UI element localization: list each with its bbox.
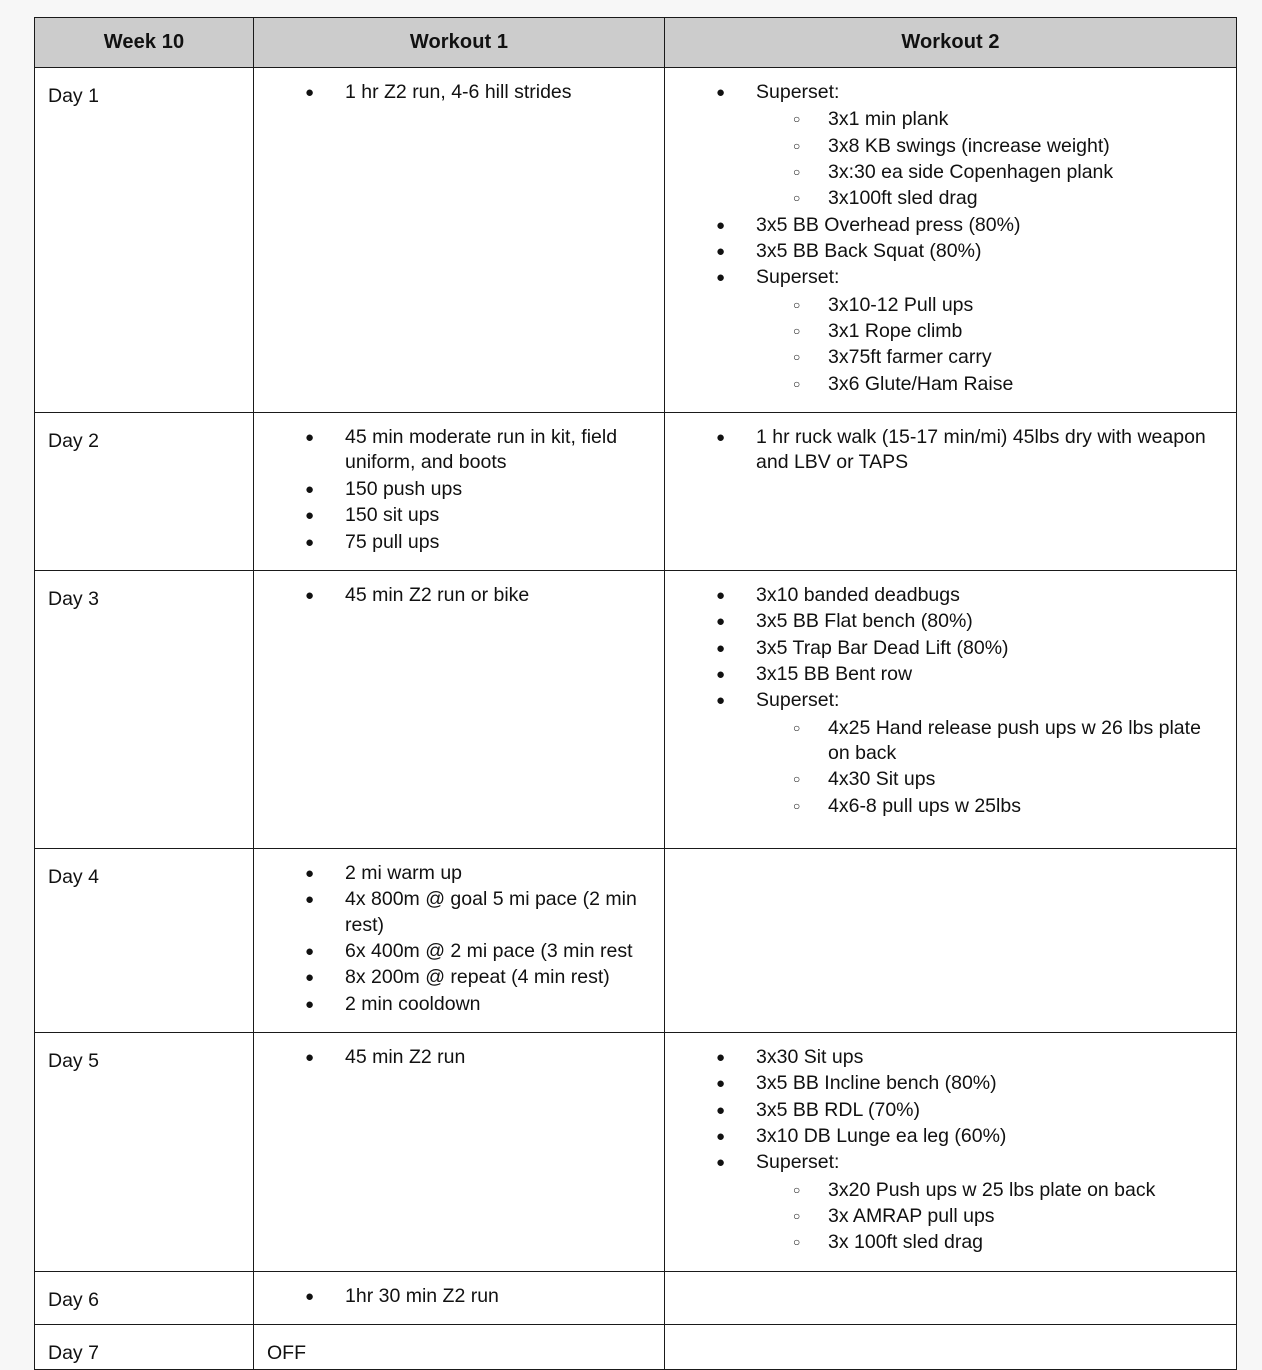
- workout-1-cell: [254, 848, 665, 1032]
- superset-text: 3x:30 ea side Copenhagen plank: [828, 161, 1114, 184]
- workout-1-content: [254, 849, 664, 1032]
- superset-text: 3x 100ft sled drag: [828, 1231, 984, 1254]
- workout-2-cell: [665, 570, 1237, 848]
- workout-1-cell: [254, 1032, 665, 1271]
- exercise-item: [679, 239, 1222, 264]
- workout-1-cell: [254, 570, 665, 848]
- exercise-text: 75 pull ups: [345, 530, 440, 553]
- bullet-hollow-icon: ○: [793, 324, 801, 339]
- exercise-text: 3x5 BB Overhead press (80%): [756, 213, 1021, 236]
- exercise-text: Superset:: [756, 266, 840, 289]
- day-cell: [35, 1271, 254, 1324]
- exercise-item: [679, 1150, 1222, 1255]
- workout-2-content: [665, 1033, 1236, 1271]
- superset-item: [756, 293, 1222, 318]
- bullet-filled-icon: ●: [716, 1075, 726, 1093]
- bullet-filled-icon: ●: [716, 692, 726, 710]
- superset-list: [756, 293, 1222, 397]
- day-cell: [35, 413, 254, 571]
- superset-list: [756, 1178, 1222, 1256]
- exercise-item: [679, 265, 1222, 397]
- bullet-filled-icon: ●: [716, 639, 726, 657]
- exercise-list: [268, 1045, 650, 1070]
- bullet-hollow-icon: ○: [793, 165, 801, 180]
- exercise-text: 2 mi warm up: [345, 861, 463, 884]
- day-label: Day 3: [48, 587, 99, 610]
- workout-1-content: [254, 413, 664, 570]
- exercise-item: [679, 662, 1222, 687]
- bullet-hollow-icon: ○: [793, 772, 801, 787]
- exercise-text: 4x 800m @ goal 5 mi pace (2 min rest): [345, 888, 637, 936]
- bullet-filled-icon: ●: [305, 507, 315, 525]
- exercise-list: [268, 583, 650, 608]
- superset-text: 3x10-12 Pull ups: [828, 293, 974, 316]
- superset-item: [756, 107, 1222, 132]
- exercise-text: 45 min Z2 run: [345, 1045, 466, 1068]
- weekly-training-plan-table: [34, 17, 1237, 1370]
- workout-2-content: [665, 413, 1236, 491]
- exercise-item: [268, 425, 650, 476]
- table-row: [35, 1032, 1237, 1271]
- superset-list: [756, 716, 1222, 819]
- bullet-filled-icon: ●: [716, 429, 726, 447]
- exercise-item: [679, 425, 1222, 476]
- bullet-hollow-icon: ○: [793, 1235, 801, 1250]
- exercise-text: 1 hr Z2 run, 4-6 hill strides: [345, 81, 572, 103]
- workout-2-cell: [665, 848, 1237, 1032]
- exercise-item: [268, 939, 650, 964]
- exercise-list: [679, 80, 1222, 397]
- bullet-hollow-icon: ○: [793, 138, 801, 153]
- day-cell: [35, 1325, 254, 1370]
- workout-2-content: [665, 571, 1236, 834]
- superset-item: [756, 1178, 1222, 1203]
- exercise-text: 3x5 Trap Bar Dead Lift (80%): [756, 636, 1009, 659]
- table-row: [35, 1325, 1237, 1370]
- exercise-item: [268, 887, 650, 938]
- exercise-item: [679, 636, 1222, 661]
- exercise-item: [268, 80, 650, 105]
- exercise-list: [268, 1284, 650, 1309]
- workout-1-cell: [254, 1325, 665, 1370]
- bullet-filled-icon: ●: [716, 665, 726, 683]
- bullet-hollow-icon: ○: [793, 350, 801, 365]
- exercise-item: [679, 1098, 1222, 1123]
- day-label: Day 5: [48, 1049, 99, 1072]
- workout-2-cell: [665, 1271, 1237, 1324]
- superset-item: [756, 794, 1222, 819]
- bullet-filled-icon: ●: [305, 864, 315, 882]
- day-cell: [35, 1032, 254, 1271]
- bullet-hollow-icon: ○: [793, 191, 801, 206]
- exercise-text: 1 hr ruck walk (15-17 min/mi) 45lbs dry with weapon and LBV or TAPS: [756, 426, 1206, 474]
- superset-text: 3x1 Rope climb: [828, 320, 963, 343]
- bullet-filled-icon: ●: [716, 243, 726, 261]
- exercise-item: [679, 80, 1222, 212]
- superset-text: 4x30 Sit ups: [828, 768, 936, 791]
- table-row: [35, 848, 1237, 1032]
- superset-item: [756, 160, 1222, 185]
- superset-item: [756, 767, 1222, 792]
- superset-item: [756, 1230, 1222, 1255]
- bullet-filled-icon: ●: [716, 269, 726, 287]
- exercise-text: 45 min Z2 run or bike: [345, 583, 530, 606]
- bullet-filled-icon: ●: [305, 942, 315, 960]
- workout-1-content: [254, 1033, 664, 1085]
- exercise-item: [268, 583, 650, 608]
- exercise-item: [268, 503, 650, 528]
- bullet-filled-icon: ●: [716, 84, 726, 101]
- exercise-text: 3x5 BB Incline bench (80%): [756, 1072, 997, 1095]
- exercise-text: 1hr 30 min Z2 run: [345, 1284, 499, 1307]
- superset-item: [756, 372, 1222, 397]
- superset-text: 3x6 Glute/Ham Raise: [828, 372, 1014, 395]
- table-header: [35, 18, 1237, 68]
- day-cell: [35, 848, 254, 1032]
- superset-text: 4x6-8 pull ups w 25lbs: [828, 794, 1021, 817]
- exercise-item: [679, 1045, 1222, 1070]
- bullet-filled-icon: ●: [716, 1127, 726, 1145]
- exercise-list: [268, 80, 650, 105]
- workout-1-cell: [254, 1271, 665, 1324]
- bullet-filled-icon: ●: [305, 84, 315, 101]
- exercise-list: [268, 425, 650, 555]
- superset-item: [756, 716, 1222, 767]
- exercise-item: [268, 992, 650, 1017]
- workout-1-content: [254, 68, 664, 120]
- day-label: Day 4: [48, 865, 99, 888]
- header-week: Week 10: [35, 18, 254, 68]
- exercise-text: Superset:: [756, 689, 840, 712]
- superset-text: 4x25 Hand release push ups w 26 lbs plate on back: [828, 716, 1201, 764]
- exercise-item: [268, 965, 650, 990]
- day-label: Day 2: [48, 430, 99, 453]
- bullet-filled-icon: ●: [716, 1048, 726, 1066]
- superset-text: 3x100ft sled drag: [828, 187, 978, 210]
- exercise-item: [268, 1045, 650, 1070]
- exercise-text: 45 min moderate run in kit, field uniform, and boots: [345, 426, 618, 474]
- exercise-text: Superset:: [756, 81, 840, 103]
- bullet-hollow-icon: ○: [793, 1208, 801, 1223]
- bullet-filled-icon: ●: [305, 1287, 315, 1305]
- exercise-text: Superset:: [756, 1151, 840, 1174]
- exercise-text: 3x5 BB RDL (70%): [756, 1098, 921, 1121]
- day-cell: [35, 570, 254, 848]
- exercise-text: 3x10 banded deadbugs: [756, 583, 960, 606]
- bullet-filled-icon: ●: [305, 533, 315, 551]
- exercise-list: [679, 583, 1222, 819]
- bullet-filled-icon: ●: [305, 586, 315, 604]
- table-row: [35, 570, 1237, 848]
- exercise-text: 3x30 Sit ups: [756, 1045, 864, 1068]
- table-body: [35, 68, 1237, 1370]
- header-workout-1: Workout 1: [254, 18, 665, 68]
- superset-item: [756, 319, 1222, 344]
- workout-2-cell: [665, 68, 1237, 413]
- superset-item: [756, 186, 1222, 211]
- exercise-text: 150 sit ups: [345, 504, 440, 527]
- bullet-hollow-icon: ○: [793, 1182, 801, 1197]
- day-cell: [35, 68, 254, 413]
- exercise-text: 3x10 DB Lunge ea leg (60%): [756, 1124, 1007, 1147]
- table-row: [35, 1271, 1237, 1324]
- exercise-list: [679, 1045, 1222, 1256]
- bullet-filled-icon: ●: [305, 429, 315, 447]
- exercise-list: [679, 425, 1222, 476]
- workout-2-content: [665, 68, 1236, 412]
- superset-item: [756, 134, 1222, 159]
- workout-1-cell: [254, 413, 665, 571]
- exercise-item: [268, 861, 650, 886]
- workout-2-cell: [665, 1325, 1237, 1370]
- exercise-item: [679, 1124, 1222, 1149]
- exercise-text: 3x15 BB Bent row: [756, 662, 913, 685]
- bullet-filled-icon: ●: [305, 1048, 315, 1066]
- exercise-item: [679, 1071, 1222, 1096]
- exercise-text: 150 push ups: [345, 477, 463, 500]
- bullet-filled-icon: ●: [305, 995, 315, 1013]
- superset-text: 3x75ft farmer carry: [828, 346, 992, 369]
- bullet-hollow-icon: ○: [793, 297, 801, 312]
- workout-1-cell: [254, 68, 665, 413]
- exercise-item: [268, 477, 650, 502]
- workout-2-cell: [665, 413, 1237, 571]
- exercise-text: 6x 400m @ 2 mi pace (3 min rest: [345, 939, 633, 962]
- header-workout-2: Workout 2: [665, 18, 1237, 68]
- bullet-filled-icon: ●: [305, 480, 315, 498]
- superset-text: 3x1 min plank: [828, 108, 949, 131]
- bullet-hollow-icon: ○: [793, 720, 801, 735]
- exercise-text: 2 min cooldown: [345, 992, 481, 1015]
- superset-text: 3x AMRAP pull ups: [828, 1204, 995, 1227]
- bullet-filled-icon: ●: [716, 613, 726, 631]
- day-label: Day 1: [48, 85, 99, 107]
- exercise-item: [679, 583, 1222, 608]
- bullet-filled-icon: ●: [716, 1101, 726, 1119]
- bullet-filled-icon: ●: [716, 216, 726, 234]
- bullet-filled-icon: ●: [305, 891, 315, 909]
- workout-1-content: [254, 1272, 664, 1324]
- workout-1-content: [254, 571, 664, 623]
- exercise-item: [679, 609, 1222, 634]
- bullet-filled-icon: ●: [716, 586, 726, 604]
- bullet-hollow-icon: ○: [793, 376, 801, 391]
- table-row: [35, 413, 1237, 571]
- superset-text: 3x8 KB swings (increase weight): [828, 134, 1110, 157]
- day-label: Day 7: [48, 1342, 99, 1364]
- workout-2-cell: [665, 1032, 1237, 1271]
- superset-text: 3x20 Push ups w 25 lbs plate on back: [828, 1178, 1156, 1201]
- superset-item: [756, 345, 1222, 370]
- exercise-item: [679, 688, 1222, 819]
- exercise-item: [268, 530, 650, 555]
- bullet-filled-icon: ●: [716, 1154, 726, 1172]
- exercise-list: [268, 861, 650, 1017]
- bullet-hollow-icon: ○: [793, 798, 801, 813]
- exercise-item: [268, 1284, 650, 1309]
- exercise-item: [679, 213, 1222, 238]
- exercise-text: 3x5 BB Back Squat (80%): [756, 240, 982, 263]
- exercise-text: 8x 200m @ repeat (4 min rest): [345, 966, 610, 989]
- superset-item: [756, 1204, 1222, 1229]
- rest-day-label: OFF: [267, 1342, 306, 1364]
- day-label: Day 6: [48, 1288, 99, 1311]
- table-row: [35, 68, 1237, 413]
- bullet-hollow-icon: ○: [793, 112, 801, 127]
- superset-list: [756, 107, 1222, 211]
- bullet-filled-icon: ●: [305, 969, 315, 987]
- header-row: [35, 18, 1237, 68]
- exercise-text: 3x5 BB Flat bench (80%): [756, 610, 973, 633]
